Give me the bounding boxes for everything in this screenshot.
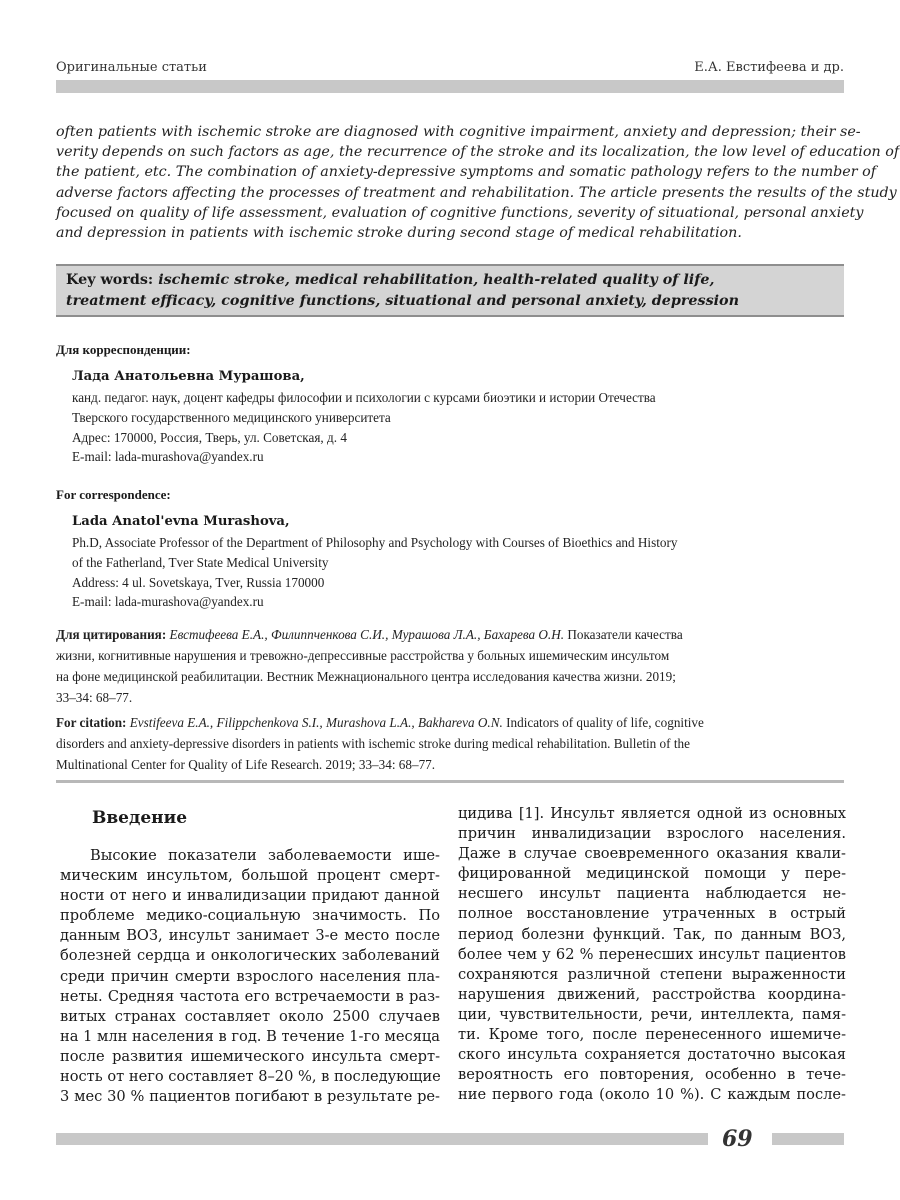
correspondence-email[interactable]: E-mail: lada-murashova@yandex.ru bbox=[72, 449, 264, 465]
correspondence-line: of the Fatherland, Tver State Medical University bbox=[72, 554, 329, 570]
keywords-box bbox=[56, 264, 844, 317]
correspondence-heading-ru: Для корреспонденции: bbox=[56, 342, 191, 357]
body-line: после развития ишемического инсульта смерт- bbox=[60, 1047, 440, 1065]
body-column-right bbox=[458, 804, 846, 1105]
body-line: витых странах составляет около 2500 случаев bbox=[60, 1007, 440, 1025]
citation-line: disorders and anxiety-depressive disorders in patients with ischemic stroke during medical rehabilitation. Bulletin of the bbox=[56, 736, 690, 751]
correspondence-heading-en: For correspondence: bbox=[56, 487, 171, 502]
citation-label: For citation: bbox=[56, 715, 127, 730]
correspondence-name-en: Lada Anatol'evna Murashova, bbox=[72, 514, 290, 529]
header-rule bbox=[56, 80, 844, 93]
page-number: 69 bbox=[722, 1126, 753, 1152]
citation-text: Показатели качества bbox=[564, 627, 683, 642]
body-line: вероятность его повторения, особенно в тече- bbox=[458, 1066, 846, 1084]
body-line: сохраняются различной степени выраженности bbox=[458, 965, 846, 983]
citation-line: Multinational Center for Quality of Life Research. 2019; 33–34: 68–77. bbox=[56, 757, 436, 772]
correspondence-line: Тверского государственного медицинского университета bbox=[72, 409, 391, 425]
body-line: ского инсульта сохраняется достаточно высокая bbox=[458, 1046, 846, 1064]
correspondence-details-ru bbox=[72, 388, 844, 467]
abstract-line: and depression in patients with ischemic stroke during second stage of medical rehabilitation. bbox=[56, 225, 742, 242]
section-divider bbox=[56, 780, 844, 783]
body-line: фицированной медицинской помощи у пере- bbox=[458, 865, 846, 883]
citation-label: Для цитирования: bbox=[56, 627, 167, 642]
body-line: ции, чувствительности, речи, интеллекта, памя- bbox=[458, 1005, 846, 1023]
body-line: неты. Средняя частота его встречаемости в раз- bbox=[60, 987, 440, 1005]
body-line: на 1 млн населения в год. В течение 1-го месяца bbox=[60, 1027, 440, 1045]
body-line: цидива [1]. Инсульт является одной из основных bbox=[458, 805, 846, 822]
correspondence-email[interactable]: E-mail: lada-murashova@yandex.ru bbox=[72, 594, 264, 610]
keywords-line: ischemic stroke, medical rehabilitation, health-related quality of life, bbox=[158, 272, 715, 288]
abstract-line: verity depends on such factors as age, the recurrence of the stroke and its localization, the low level of education of bbox=[56, 144, 900, 161]
abstract-text bbox=[56, 122, 900, 243]
section-label: Оригинальные статьи bbox=[56, 60, 207, 75]
body-line: проблеме медико-социальную значимость. По bbox=[60, 907, 440, 925]
citation-en bbox=[56, 712, 844, 775]
abstract-line: focused on quality of life assessment, evaluation of cognitive functions, severity of situational, personal anxiety bbox=[56, 204, 864, 221]
body-line: полное восстановление утраченных в острый bbox=[458, 905, 846, 923]
citation-ru bbox=[56, 624, 844, 708]
abstract-line: the patient, etc. The combination of anxiety-depressive symptoms and somatic pathology refers to the number of bbox=[56, 164, 877, 181]
citation-authors: Евстифеева Е.А., Филиппченкова С.И., Мурашова Л.А., Бахарева О.Н. bbox=[169, 627, 565, 642]
citation-authors: Evstifeeva E.A., Filippchenkova S.I., Murashova L.A., Bakhareva O.N. bbox=[129, 715, 503, 730]
citation-text: Indicators of quality of life, cognitive bbox=[502, 715, 704, 730]
body-line: ти. Кроме того, после перенесенного ишемиче- bbox=[458, 1026, 846, 1044]
citation-line: 33–34: 68–77. bbox=[56, 690, 133, 705]
body-line: ние первого года (около 10 %). С каждым после- bbox=[458, 1086, 846, 1104]
body-line: ность от него составляет 8–20 %, в последующие bbox=[60, 1068, 441, 1086]
citation-line: на фоне медицинской реабилитации. Вестник Межнационального центра исследования качества жизни. 2019; bbox=[56, 669, 676, 684]
keywords-label: Key words: bbox=[66, 272, 154, 288]
body-line: среди причин смерти взрослого населения пла- bbox=[60, 967, 440, 985]
body-line: несшего инсульт пациента наблюдается не- bbox=[458, 885, 846, 903]
abstract-line: adverse factors affecting the processes of treatment and rehabilitation. The article presents the results of the study bbox=[56, 184, 897, 201]
correspondence-line: Address: 4 ul. Sovetskaya, Tver, Russia 170000 bbox=[72, 574, 325, 590]
body-line: нарушения движений, расстройства координа- bbox=[458, 985, 846, 1003]
body-line: причин инвалидизации взрослого населения. bbox=[458, 825, 846, 843]
running-head bbox=[56, 60, 844, 80]
body-line: 3 мес 30 % пациентов погибают в результате ре- bbox=[60, 1088, 440, 1106]
body-line: Высокие показатели заболеваемости ише- bbox=[90, 847, 440, 864]
authors-label: Е.А. Евстифеева и др. bbox=[694, 60, 844, 75]
footer-bar-end bbox=[772, 1133, 844, 1145]
body-line: период болезни функций. Так, по данным ВОЗ, bbox=[458, 925, 846, 943]
body-column-left bbox=[60, 846, 440, 1107]
citation-line: жизни, когнитивные нарушения и тревожно-депрессивные расстройства у больных ишемическим инсультом bbox=[56, 648, 670, 663]
section-title-introduction: Введение bbox=[92, 808, 188, 828]
body-line: болезней сердца и онкологических заболеваний bbox=[60, 947, 440, 965]
correspondence-line: канд. педагог. наук, доцент кафедры философии и психологии с курсами биоэтики и истории Отечества bbox=[72, 390, 656, 405]
body-line: Даже в случае своевременного оказания квали- bbox=[458, 845, 846, 863]
correspondence-line: Адрес: 170000, Россия, Тверь, ул. Советская, д. 4 bbox=[72, 429, 347, 445]
abstract-line: often patients with ischemic stroke are diagnosed with cognitive impairment, anxiety and depression; their se- bbox=[56, 124, 861, 140]
correspondence-line: Ph.D, Associate Professor of the Department of Philosophy and Psychology with Courses of Bioethics and History bbox=[72, 535, 678, 550]
body-line: данным ВОЗ, инсульт занимает 3-е место после bbox=[60, 927, 440, 945]
keywords-line: treatment efficacy, cognitive functions, situational and personal anxiety, depression bbox=[66, 292, 739, 309]
correspondence-details-en bbox=[72, 533, 844, 612]
correspondence-name-ru: Лада Анатольевна Мурашова, bbox=[72, 369, 305, 384]
body-line: мическим инсультом, большой процент смерт- bbox=[60, 867, 440, 885]
footer-bar bbox=[56, 1133, 708, 1145]
body-line: ности от него и инвалидизации придают данной bbox=[60, 887, 440, 905]
body-line: более чем у 62 % перенесших инсульт пациентов bbox=[458, 945, 846, 963]
